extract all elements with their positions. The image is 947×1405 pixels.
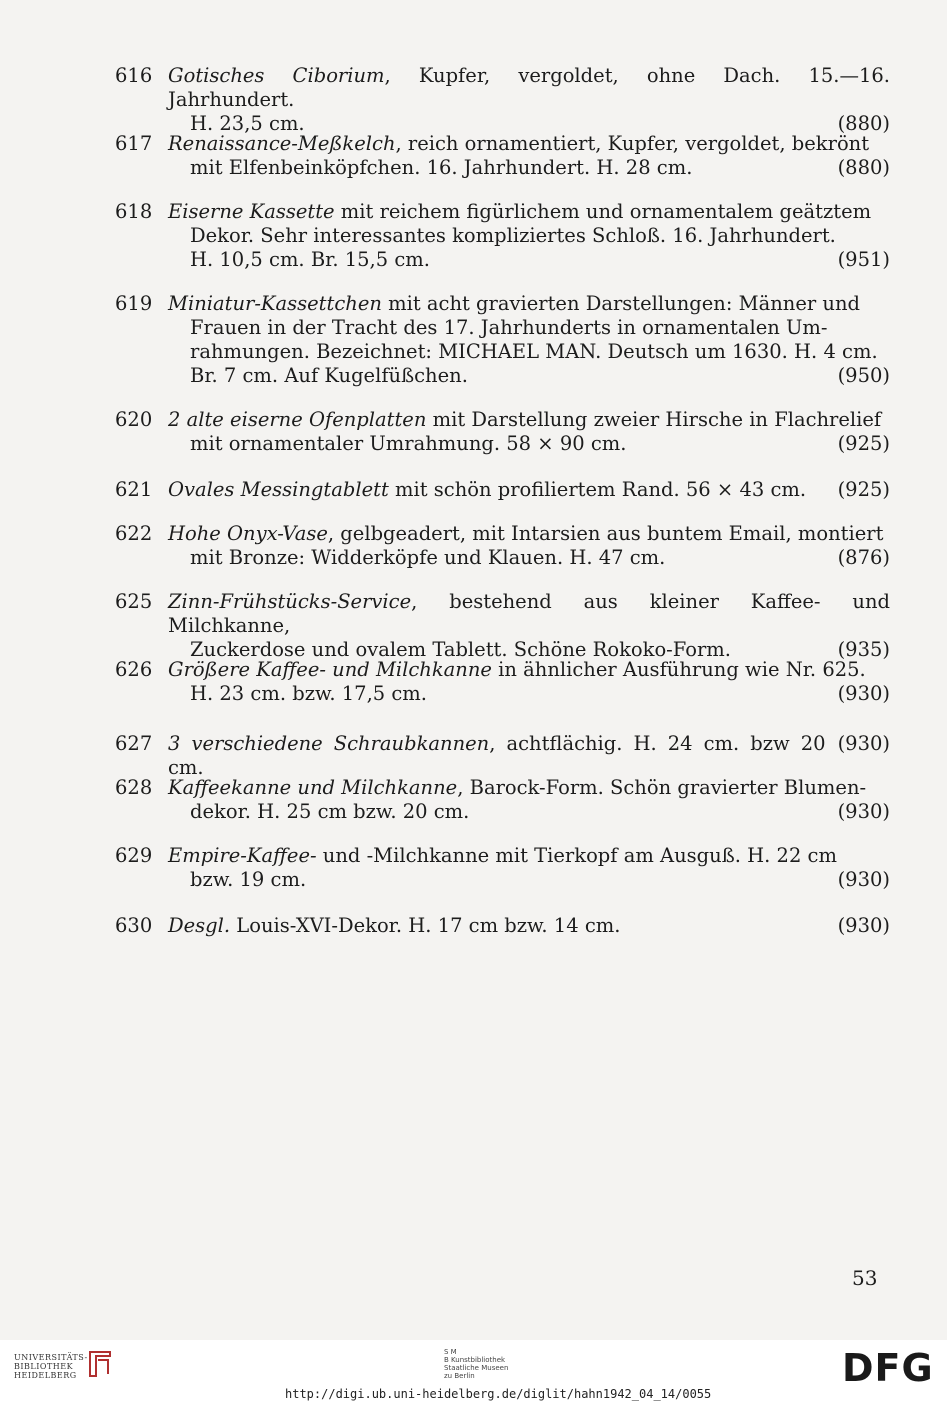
source-url-link[interactable]: http://digi.ub.uni-heidelberg.de/diglit/hahn1942_04_14/0055 [285, 1387, 712, 1401]
entry-line [168, 64, 890, 112]
entry-title: Zinn-Frühstücks-Service [168, 590, 412, 613]
catalog-entry [115, 590, 890, 662]
entry-line-text: , Barock-Form. Schön gravierter Blumen- [457, 776, 867, 799]
dfg-logo: DFG [842, 1346, 934, 1390]
entry-reference: (925) [837, 432, 890, 455]
entry-number: 616 [115, 64, 153, 87]
entry-reference: (930) [837, 914, 890, 937]
catalog-entry [115, 914, 890, 938]
entry-text [168, 590, 890, 662]
entry-line-text: bzw. 19 cm. [190, 868, 307, 891]
entry-number: 627 [115, 732, 153, 755]
catalog-entry [115, 732, 890, 780]
entry-line [168, 364, 890, 388]
entry-line-text: und -Milchkanne mit Tierkopf am Ausguß. H. 22 cm [316, 844, 837, 867]
entry-line [168, 340, 890, 364]
entry-line [168, 800, 890, 824]
entry-reference: (930) [837, 732, 890, 755]
entry-line-text: mit Elfenbeinköpfchen. 16. Jahrhundert. H. 28 cm. [190, 156, 693, 179]
entry-title: Empire-Kaffee- [168, 844, 317, 867]
sm-logo-text: S M B Kunstbibliothek Staatliche Museen zu Berlin [444, 1348, 509, 1380]
entry-line [168, 156, 890, 180]
page-number: 53 [852, 1266, 878, 1290]
catalog-entry [115, 408, 890, 456]
entry-reference: (930) [837, 800, 890, 823]
entry-line [168, 776, 890, 800]
entry-title: Gotisches Ciborium [168, 64, 385, 87]
entry-line [168, 658, 890, 682]
entry-reference: (876) [837, 546, 890, 569]
entry-text [168, 292, 890, 388]
entry-reference: (950) [837, 364, 890, 387]
catalog-entry [115, 658, 890, 706]
entry-line [168, 132, 890, 156]
entry-line-text: , gelbgeadert, mit Intarsien aus buntem Email, montiert [327, 522, 884, 545]
catalog-entry [115, 522, 890, 570]
entry-text [168, 132, 890, 180]
entry-line-text: , reich ornamentiert, Kupfer, vergoldet, bekrönt [395, 132, 870, 155]
catalog-entry [115, 478, 890, 502]
entry-number: 625 [115, 590, 153, 613]
entry-line [168, 590, 890, 638]
entry-line [168, 914, 890, 938]
entry-title: 3 verschiedene Schraubkannen [168, 732, 490, 755]
entry-text [168, 776, 890, 824]
entry-line [168, 844, 890, 868]
entry-number: 621 [115, 478, 153, 501]
entry-line-text: Br. 7 cm. Auf Kugelfüßchen. [190, 364, 468, 387]
entry-line-text: Frauen in der Tracht des 17. Jahrhunderts in ornamentalen Um- [190, 316, 828, 339]
entry-number: 618 [115, 200, 153, 223]
entry-line-text: rahmungen. Bezeichnet: MICHAEL MAN. Deutsch um 1630. H. 4 cm. [190, 340, 878, 363]
entry-title: Eiserne Kassette [168, 200, 335, 223]
entry-line-text: mit Darstellung zweier Hirsche in Flachrelief [426, 408, 882, 431]
entry-text [168, 732, 890, 780]
entry-line [168, 224, 890, 248]
entry-line [168, 316, 890, 340]
catalog-entry [115, 292, 890, 388]
entry-line [168, 200, 890, 224]
entry-title: Größere Kaffee- und Milchkanne [168, 658, 492, 681]
entry-line-text: mit ornamentaler Umrahmung. 58 × 90 cm. [190, 432, 627, 455]
entry-line-text: dekor. H. 25 cm bzw. 20 cm. [190, 800, 470, 823]
entry-title: Ovales Messingtablett [168, 478, 389, 501]
entry-title: Miniatur-Kassettchen [168, 292, 382, 315]
entry-line [168, 732, 890, 780]
entry-reference: (925) [837, 478, 890, 501]
entry-line [168, 248, 890, 272]
entry-line-text: mit reichem figürlichem und ornamentalem geätztem [334, 200, 872, 223]
entry-reference: (930) [837, 682, 890, 705]
catalog-entry [115, 776, 890, 824]
entry-reference: (930) [837, 868, 890, 891]
entry-text [168, 658, 890, 706]
entry-text [168, 408, 890, 456]
entry-text [168, 200, 890, 272]
entry-line-text: in ähnlicher Ausführung wie Nr. 625. [491, 658, 866, 681]
catalog-entry [115, 64, 890, 136]
entry-line-text: mit schön profiliertem Rand. 56 × 43 cm. [388, 478, 807, 501]
entry-number: 629 [115, 844, 153, 867]
entry-line-text: , bestehend aus kleiner Kaffee- und Milchkanne, [168, 590, 890, 637]
entry-line-text: , achtflächig. H. 24 cm. bzw 20 cm. [168, 732, 826, 779]
entry-number: 619 [115, 292, 153, 315]
entry-number: 628 [115, 776, 153, 799]
entry-line [168, 408, 890, 432]
entry-line [168, 546, 890, 570]
entry-number: 620 [115, 408, 153, 431]
entry-line-text: Dekor. Sehr interessantes kompliziertes Schloß. 16. Jahrhundert. [190, 224, 836, 247]
entry-line-text: H. 23,5 cm. [190, 112, 305, 135]
entry-line [168, 682, 890, 706]
catalog-entry [115, 200, 890, 272]
entry-title: Kaffeekanne und Milchkanne [168, 776, 458, 799]
entry-line [168, 522, 890, 546]
catalog-entry [115, 132, 890, 180]
entry-line-text: H. 10,5 cm. Br. 15,5 cm. [190, 248, 430, 271]
entry-line-text: Zuckerdose und ovalem Tablett. Schöne Rokoko-Form. [190, 638, 731, 661]
entry-text [168, 914, 890, 938]
entry-number: 630 [115, 914, 153, 937]
entry-reference: (880) [837, 156, 890, 179]
entry-reference: (951) [837, 248, 890, 271]
entry-reference: (880) [837, 112, 890, 135]
entry-title: Hohe Onyx-Vase [168, 522, 328, 545]
entry-line [168, 868, 890, 892]
entry-line-text: Louis-XVI-Dekor. H. 17 cm bzw. 14 cm. [230, 914, 621, 937]
entry-line-text: mit acht gravierten Darstellungen: Männer und [381, 292, 860, 315]
entry-line [168, 432, 890, 456]
entry-text [168, 844, 890, 892]
entry-line [168, 478, 890, 502]
entry-line-text: , Kupfer, vergoldet, ohne Dach. 15.—16. Jahrhundert. [168, 64, 890, 111]
entry-title: Desgl. [168, 914, 231, 937]
entry-number: 617 [115, 132, 153, 155]
entry-text [168, 478, 890, 502]
entry-title: Renaissance-Meßkelch [168, 132, 396, 155]
entry-title: 2 alte eiserne Ofenplatten [168, 408, 427, 431]
entry-reference: (935) [837, 638, 890, 661]
library-logo-text: UNIVERSITÄTS- BIBLIOTHEK HEIDELBERG [14, 1353, 88, 1380]
entry-line-text: H. 23 cm. bzw. 17,5 cm. [190, 682, 427, 705]
entry-number: 626 [115, 658, 153, 681]
entry-text [168, 64, 890, 136]
entry-number: 622 [115, 522, 153, 545]
catalog-entry [115, 844, 890, 892]
footer-bar [0, 1340, 947, 1405]
entry-line-text: mit Bronze: Widderköpfe und Klauen. H. 47 cm. [190, 546, 666, 569]
library-logo-icon [86, 1348, 114, 1380]
entry-line [168, 292, 890, 316]
entry-text [168, 522, 890, 570]
